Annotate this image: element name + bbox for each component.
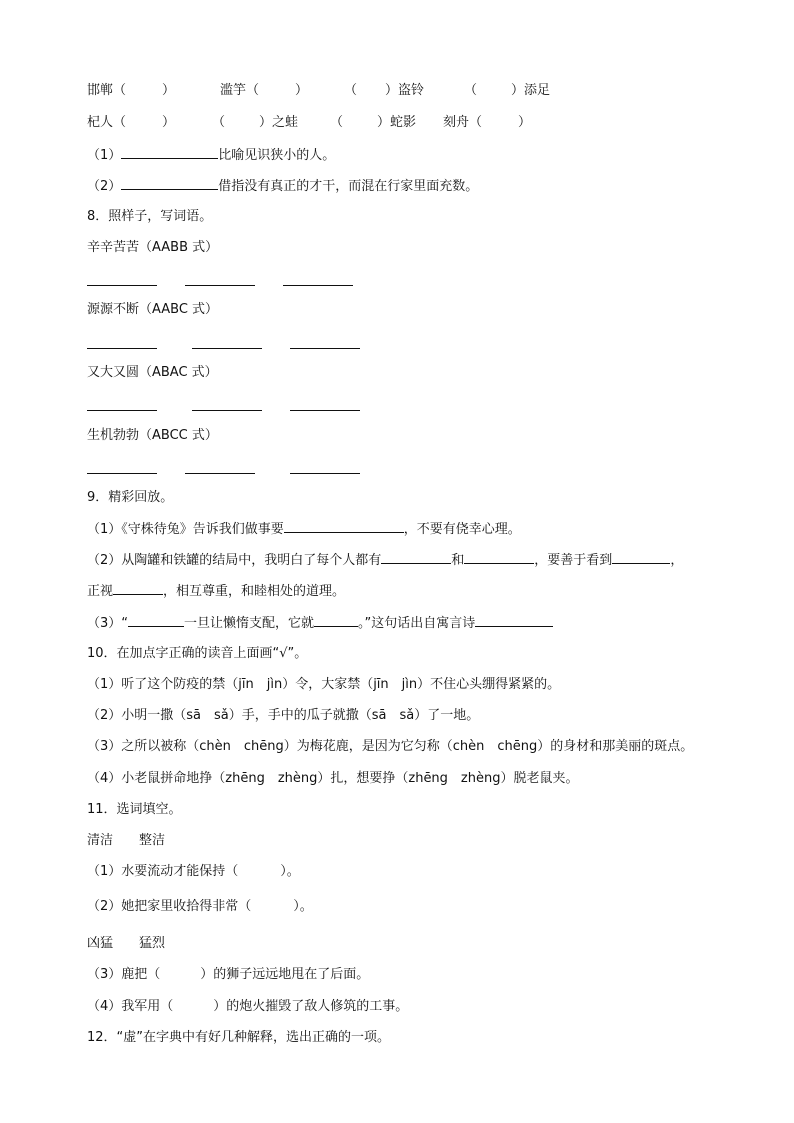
q8-example-aabc: 源源不断（AABC 式） xyxy=(87,302,219,317)
q10-sub-4: （4）小老鼠拼命地挣（zhēng zhèng）扎，想要挣（zhēng zhèng）脱老鼠夹。 xyxy=(87,771,579,786)
q11-sub-4: （4）我军用（ ）的炮火摧毁了敌人修筑的工事。 xyxy=(87,999,409,1014)
answer-blank[interactable] xyxy=(284,520,404,533)
answer-blank[interactable] xyxy=(314,614,358,627)
idiom-handan: 邯郸（ xyxy=(87,83,127,98)
q9-sub-2: （2）从陶罐和铁罐的结局中，我明白了每个人都有 和 ，要善于看到 ， xyxy=(87,553,684,568)
q8-example-abac: 又大又圆（ABAC 式） xyxy=(87,365,218,380)
q8-title: 8．照样子，写词语。 xyxy=(87,209,213,224)
idiom-sheying: ）蛇影 xyxy=(377,115,417,130)
q11-sub-1: （1）水要流动才能保持（ ）。 xyxy=(87,864,300,879)
q8-abac-blank-1[interactable] xyxy=(87,410,157,411)
q7-sub-1: （1） 比喻见识狭小的人。 xyxy=(87,148,336,163)
q10-sub-3: （3）之所以被称（chèn chēng）为梅花鹿，是因为它匀称（chèn chēng）的身材和那美丽的斑点。 xyxy=(87,739,694,754)
q8-aabb-blank-2[interactable] xyxy=(185,285,255,286)
answer-blank[interactable] xyxy=(612,551,670,564)
answer-blank[interactable] xyxy=(113,582,163,595)
idiom-tianzu: ）添足 xyxy=(511,83,551,98)
answer-blank[interactable] xyxy=(464,551,534,564)
q11-word-pair-1: 清洁 整洁 xyxy=(87,833,166,848)
q12-title: 12．“虚”在字典中有好几种解释，选出正确的一项。 xyxy=(87,1030,391,1045)
q8-abac-blank-2[interactable] xyxy=(192,410,262,411)
answer-blank[interactable] xyxy=(128,614,184,627)
idiom-lanyu: 滥竽（ xyxy=(220,83,260,98)
answer-blank[interactable] xyxy=(381,551,451,564)
q9-title: 9．精彩回放。 xyxy=(87,490,174,505)
q11-title: 11．选词填空。 xyxy=(87,802,182,817)
idiom-daoling: ）盗铃 xyxy=(385,83,425,98)
q8-aabb-blank-3[interactable] xyxy=(283,285,353,286)
q7-sub-2: （2） 借指没有真正的才干，而混在行家里面充数。 xyxy=(87,179,479,194)
q8-abcc-blank-1[interactable] xyxy=(87,473,157,474)
q11-word-pair-2: 凶猛 猛烈 xyxy=(87,936,166,951)
q10-sub-2: （2）小明一撒（sā sǎ）手，手中的瓜子就撒（sā sǎ）了一地。 xyxy=(87,708,480,723)
q10-title: 10．在加点字正确的读音上面画“√”。 xyxy=(87,646,308,661)
q8-abcc-blank-3[interactable] xyxy=(290,473,360,474)
q8-abac-blank-3[interactable] xyxy=(290,410,360,411)
idiom-zhiwa: ）之蛙 xyxy=(259,115,299,130)
q8-abcc-blank-2[interactable] xyxy=(185,473,255,474)
answer-blank[interactable] xyxy=(121,177,218,190)
answer-blank[interactable] xyxy=(475,614,553,627)
q9-sub-2-cont: 正视 ，相互尊重，和睦相处的道理。 xyxy=(87,584,346,599)
q11-sub-2: （2）她把家里收拾得非常（ ）。 xyxy=(87,899,313,914)
q11-sub-3: （3）鹿把（ ）的狮子远远地甩在了后面。 xyxy=(87,967,370,982)
q8-aabc-blank-1[interactable] xyxy=(87,348,157,349)
idiom-qiren: 杞人（ xyxy=(87,115,127,130)
q9-sub-3: （3）“ 一旦让懒惰支配，它就 。”这句话出自寓言诗 xyxy=(87,614,553,633)
q8-aabc-blank-3[interactable] xyxy=(290,348,360,349)
q8-aabb-blank-1[interactable] xyxy=(87,285,157,286)
q8-aabc-blank-2[interactable] xyxy=(192,348,262,349)
answer-blank[interactable] xyxy=(121,146,218,159)
q10-sub-1: （1）听了这个防疫的禁（jīn jìn）令，大家禁（jīn jìn）不住心头绷得紧紧的。 xyxy=(87,677,561,692)
idiom-kezhou: 刻舟（ xyxy=(443,115,483,130)
q9-sub-1: （1）《守株待兔》告诉我们做事要 ，不要有侥幸心理。 xyxy=(87,522,521,537)
q8-example-aabb: 辛辛苦苦（AABB 式） xyxy=(87,240,219,255)
q8-example-abcc: 生机勃勃（ABCC 式） xyxy=(87,428,218,443)
